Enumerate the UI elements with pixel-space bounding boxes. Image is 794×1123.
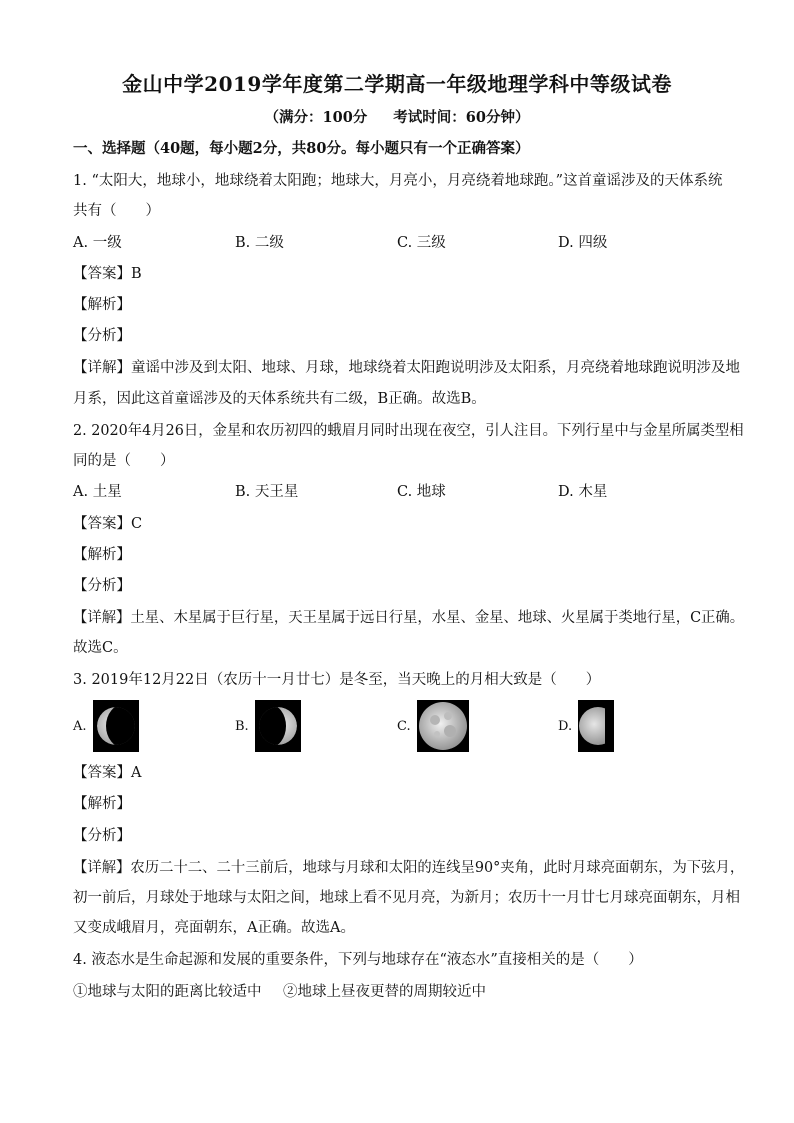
waxing-crescent-moon-icon [255, 700, 301, 752]
question-1-option-a: A. 一级 [73, 235, 122, 251]
question-4-statement-2: ②地球上昼夜更替的周期较近中 [283, 984, 486, 1000]
question-3-option-b: B. [235, 719, 249, 734]
question-3-option-c: C. [397, 719, 411, 734]
question-2-option-b: B. 天王星 [235, 484, 299, 500]
question-1-fenxi: 【分析】 [73, 328, 131, 344]
question-2-fenxi: 【分析】 [73, 578, 131, 594]
full-score-note: （满分：100分 [264, 109, 368, 126]
gibbous-moon-icon [578, 700, 614, 752]
question-3-detail-line2: 初一前后，月球处于地球与太阳之间，地球上看不见月亮，为新月；农历十一月廿七月球亮面朝东，月相 [73, 890, 740, 906]
question-3-stem-line1: 3. 2019年12月22日（农历十一月廿七）是冬至，当天晚上的月相大致是（ ） [73, 672, 601, 688]
page-subtitle [0, 106, 794, 127]
question-2-stem-line2: 同的是（ ） [73, 453, 175, 469]
exam-time-note: 考试时间：60分钟） [393, 109, 530, 126]
page-title: 金山中学2019学年度第二学期高一年级地理学科中等级试卷 [122, 72, 672, 96]
question-2-analysis: 【解析】 [73, 547, 131, 563]
question-2-detail-line2: 故选C。 [73, 640, 128, 656]
waning-crescent-moon-icon [93, 700, 139, 752]
question-2-option-c: C. 地球 [397, 484, 446, 500]
question-2-option-a: A. 土星 [73, 484, 122, 500]
question-2-stem-line1: 2. 2020年4月26日，金星和农历初四的蛾眉月同时出现在夜空，引人注目。下列行星中与金星所属类型相 [73, 423, 744, 439]
question-1-option-d: D. 四级 [558, 235, 608, 251]
question-4-stem-line1: 4. 液态水是生命起源和发展的重要条件，下列与地球存在“液态水”直接相关的是（ ） [73, 952, 643, 968]
section-heading: 一、选择题（40题，每小题2分，共80分。每小题只有一个正确答案） [73, 140, 530, 157]
question-2-detail-line1: 【详解】土星、木星属于巨行星，天王星属于远日行星，水星、金星、地球、火星属于类地行星，C正确。 [73, 610, 745, 626]
question-1-stem-line2: 共有（ ） [73, 203, 160, 219]
question-1-detail-line2: 月系，因此这首童谣涉及的天体系统共有二级，B正确。故选B。 [73, 391, 486, 407]
question-3-answer: 【答案】A [73, 765, 142, 781]
question-3-analysis: 【解析】 [73, 796, 131, 812]
question-1-detail-line1: 【详解】童谣中涉及到太阳、地球、月球，地球绕着太阳跑说明涉及太阳系，月亮绕着地球跑说明涉及地 [73, 360, 740, 376]
question-2-answer: 【答案】C [73, 516, 143, 532]
question-3-fenxi: 【分析】 [73, 828, 131, 844]
question-1-analysis: 【解析】 [73, 297, 131, 313]
question-3-option-d: D. [558, 719, 573, 734]
question-1-option-b: B. 二级 [235, 235, 284, 251]
question-3-option-a: A. [73, 719, 87, 734]
question-1-option-c: C. 三级 [397, 235, 446, 251]
full-moon-icon [417, 700, 469, 752]
question-1-answer: 【答案】B [73, 266, 142, 282]
question-3-detail-line1: 【详解】农历二十二、二十三前后，地球与月球和太阳的连线呈90°夹角，此时月球亮面朝东，为下弦月， [73, 860, 745, 876]
question-3-detail-line3: 又变成峨眉月，亮面朝东，A正确。故选A。 [73, 920, 355, 936]
question-4-statement-1: ①地球与太阳的距离比较适中 [73, 984, 262, 1000]
question-1-stem-line1: 1. “太阳大，地球小，地球绕着太阳跑；地球大，月亮小，月亮绕着地球跑。”这首童谣涉及的天体系统 [73, 173, 723, 189]
question-2-option-d: D. 木星 [558, 484, 608, 500]
